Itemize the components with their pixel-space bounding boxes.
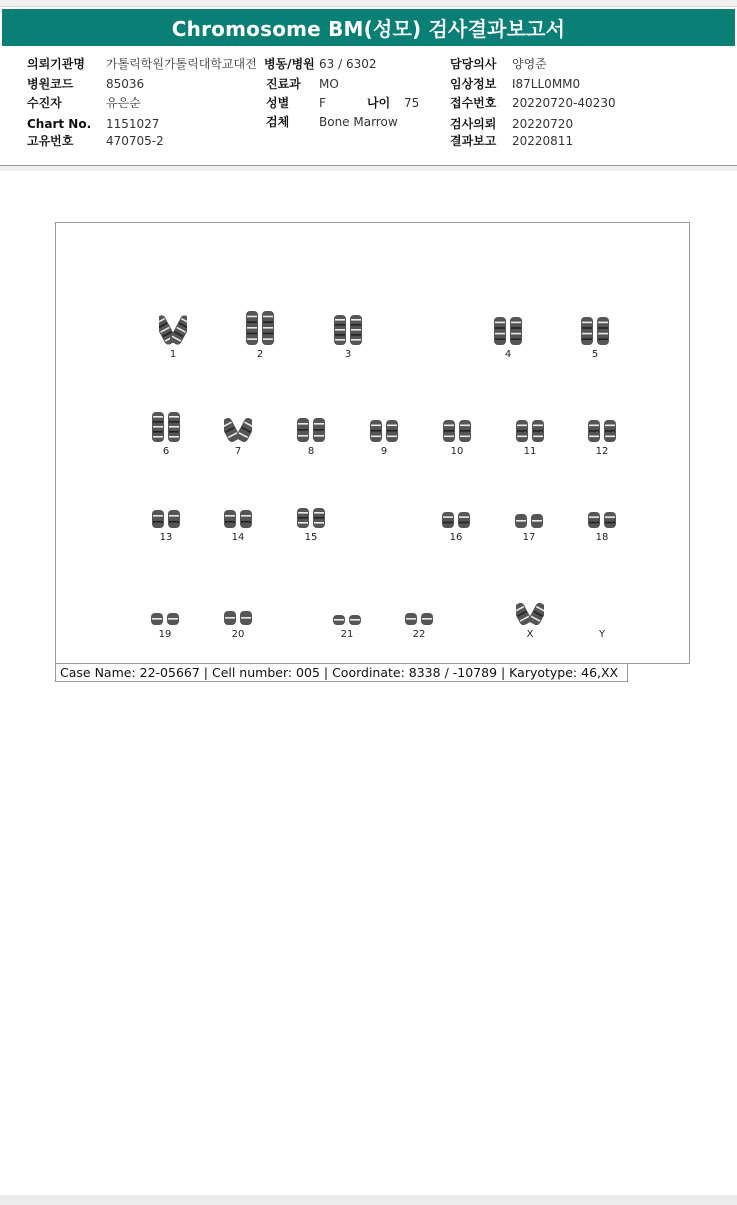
age-label: 나이 [367,96,391,110]
chromosome-label-11: 11 [523,446,537,457]
top-strip [0,0,737,7]
chromosome-pair-13 [152,510,180,528]
chromosome-pair-12 [588,420,616,442]
department-label: 진료과 [266,77,301,91]
institution-value: 가톨릭학원가톨릭대학교대전 [106,57,257,71]
chromosome-pair-8 [297,418,325,442]
chromosome-pair-15 [297,508,325,528]
chromosome-pair-20 [224,611,252,625]
chart-label: Chart No. [27,117,92,131]
chromosome-pair-4 [494,317,522,345]
institution-label: 의뢰기관명 [27,57,85,71]
chromosome-pair-9 [370,420,398,442]
chromosome-pair-17 [515,514,543,528]
karyogram-panel [55,222,690,664]
specimen-value: Bone Marrow [319,115,398,129]
chromosome-label-X: X [526,629,534,640]
chromosome-label-3: 3 [344,349,352,360]
receipt-value: 20220720-40230 [512,96,616,110]
result-label: 결과보고 [450,134,497,148]
doctor-label: 담당의사 [450,57,497,71]
chromosome-label-13: 13 [159,532,173,543]
clinical-info-label: 임상정보 [450,77,497,91]
chromosome-label-19: 19 [158,629,172,640]
chromosome-label-10: 10 [450,446,464,457]
patient-info-block [0,48,737,166]
chromosome-label-21: 21 [340,629,354,640]
chromosome-label-16: 16 [449,532,463,543]
chromosome-label-Y: Y [598,629,606,640]
chromosome-pair-2 [246,311,274,345]
chromosome-pair-22 [405,613,433,625]
chart-value: 1151027 [106,117,160,131]
chromosome-pair-10 [443,420,471,442]
sex-label: 성별 [266,96,290,110]
chromosome-label-5: 5 [591,349,599,360]
header-divider-shade [0,166,737,171]
clinical-info-value: I87LL0MM0 [512,77,581,91]
chromosome-label-18: 18 [595,532,609,543]
chromosome-label-22: 22 [412,629,426,640]
chromosome-label-20: 20 [231,629,245,640]
chromosome-pair-1 [159,315,187,345]
patient-label: 수진자 [27,96,62,110]
chromosome-label-9: 9 [380,446,388,457]
report-title: Chromosome BM(성모) 검사결과보고서 [2,9,735,46]
request-value: 20220720 [512,117,574,131]
chromosome-pair-5 [581,317,609,345]
chromosome-label-1: 1 [169,349,177,360]
unique-label: 고유번호 [27,134,74,148]
unique-value: 470705-2 [106,134,164,148]
specimen-label: 검체 [266,115,290,129]
chromosome-label-12: 12 [595,446,609,457]
bottom-strip [0,1195,737,1205]
chromosome-pair-11 [516,420,544,442]
sex-value: F [319,96,326,110]
karyogram-caption: Case Name: 22-05667 | Cell number: 005 | Coordinate: 8338 / -10789 | Karyotype: 46,XX [55,663,628,682]
hospital-code-label: 병원코드 [27,77,74,91]
department-value: MO [319,77,339,91]
chromosome-pair-3 [334,315,362,345]
chromosome-label-6: 6 [162,446,170,457]
chromosome-pair-18 [588,512,616,528]
chromosome-pair-16 [442,512,470,528]
ward-label: 병동/병원 [264,57,315,71]
age-value: 75 [404,96,420,110]
chromosome-pair-7 [224,418,252,442]
chromosome-label-8: 8 [307,446,315,457]
chromosome-pair-21 [333,615,361,625]
chromosome-pair-X [516,603,544,625]
patient-value: 유은순 [106,96,141,110]
ward-value: 63 / 6302 [319,57,377,71]
chromosome-pair-19 [151,613,179,625]
request-label: 검사의뢰 [450,117,497,131]
receipt-label: 접수번호 [450,96,497,110]
chromosome-pair-14 [224,510,252,528]
chromosome-label-14: 14 [231,532,245,543]
chromosome-label-2: 2 [256,349,264,360]
result-value: 20220811 [512,134,574,148]
doctor-value: 양영준 [512,57,547,71]
chromosome-label-4: 4 [504,349,512,360]
chromosome-label-7: 7 [234,446,242,457]
chromosome-pair-6 [152,412,180,442]
chromosome-label-15: 15 [304,532,318,543]
chromosome-label-17: 17 [522,532,536,543]
hospital-code-value: 85036 [106,77,145,91]
